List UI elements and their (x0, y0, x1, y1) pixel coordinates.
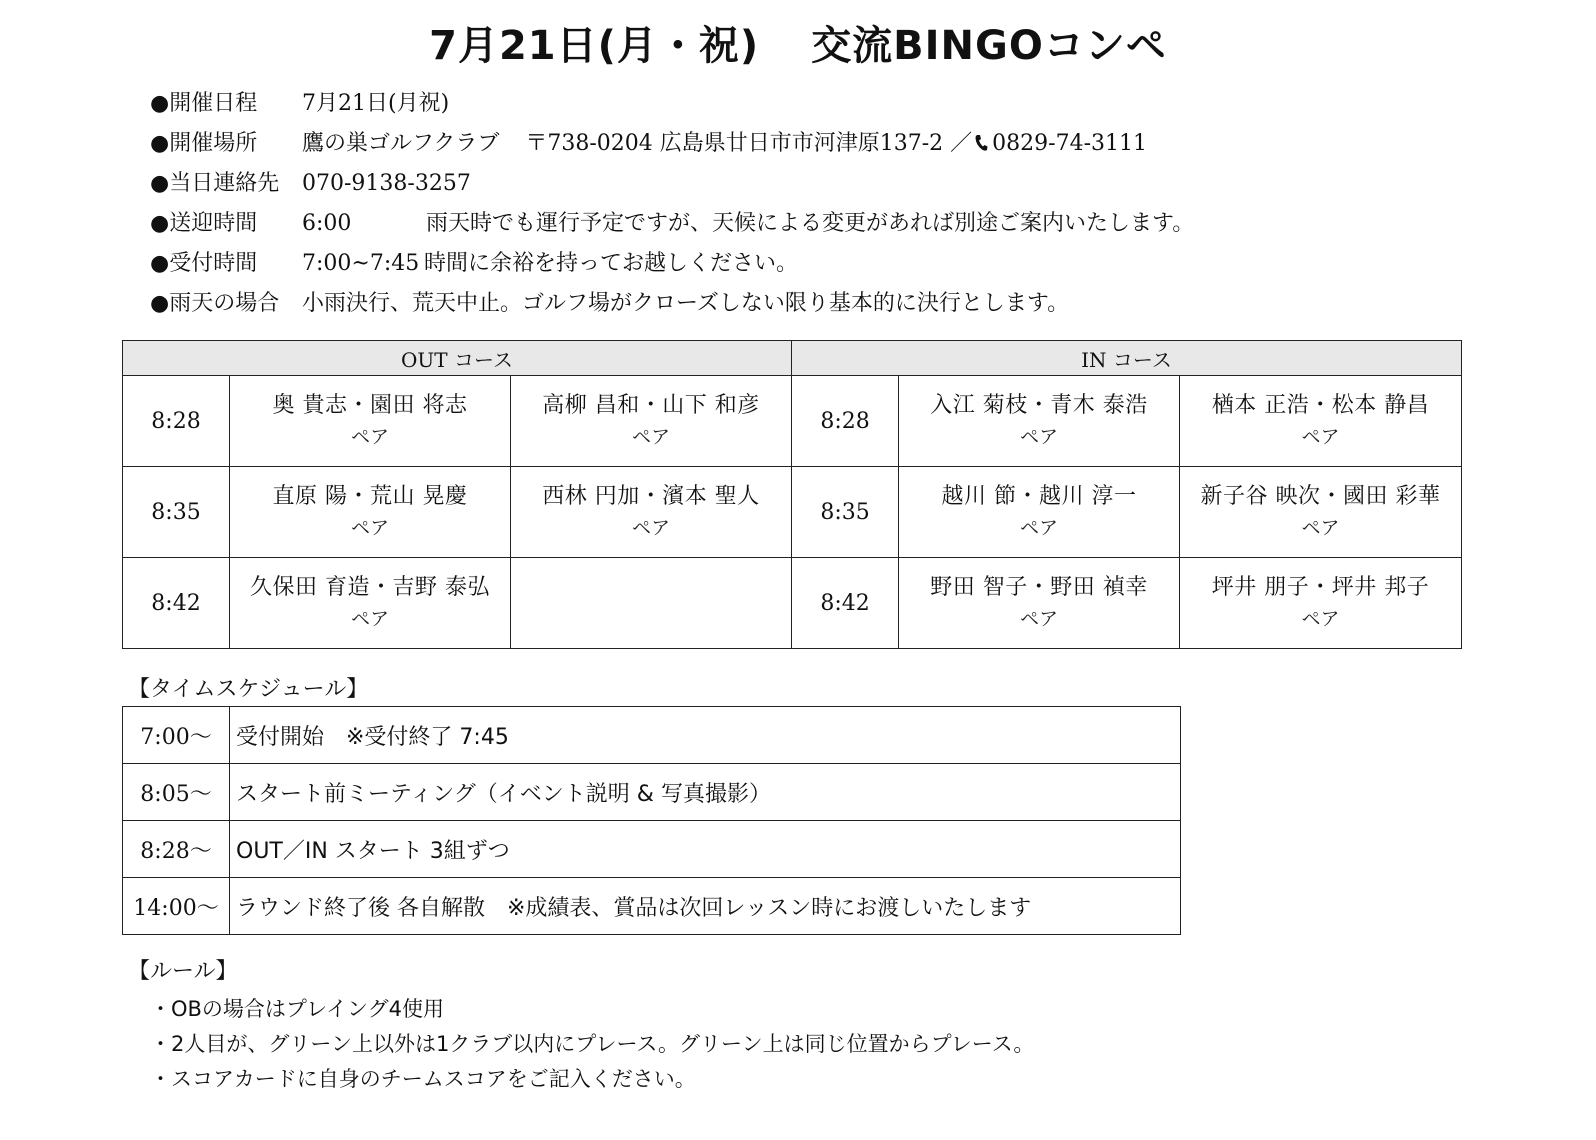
pair-suffix: ペア (350, 517, 389, 539)
in-pair-cell (1180, 376, 1462, 467)
schedule-desc: ラウンド終了後 各自解散 ※成績表、賞品は次回レッスン時にお渡しいたします (230, 878, 1181, 935)
out-pair-cell (511, 376, 792, 467)
pair-names: 久保田 育造・吉野 泰弘 (250, 575, 490, 600)
schedule-desc: OUT／IN スタート 3組ずつ (230, 821, 1181, 878)
pair-suffix: ペア (632, 517, 671, 539)
out-tee-time: 8:42 (123, 558, 230, 649)
info-shuttle-label: ●送迎時間 (150, 211, 258, 236)
info-contact-value: 070-9138-3257 (302, 171, 471, 196)
info-shuttle-note: 雨天時でも運行予定ですが、天候による変更があれば別途ご案内いたします。 (426, 211, 1195, 236)
venue-name: 鷹の巣ゴルフクラブ (302, 131, 500, 156)
pair-names: 入江 菊枝・青木 泰浩 (930, 393, 1148, 418)
info-reception-label: ●受付時間 (150, 251, 258, 276)
pair-suffix: ペア (1020, 517, 1059, 539)
pair-names: 野田 智子・野田 禎幸 (930, 575, 1148, 600)
pair-suffix: ペア (350, 608, 389, 630)
pair-suffix: ペア (632, 426, 671, 448)
title-date: 7月21日(月・祝) (429, 23, 760, 69)
course-row (123, 467, 1462, 558)
in-tee-time: 8:42 (792, 558, 899, 649)
in-pair-cell (1180, 467, 1462, 558)
course-row (123, 558, 1462, 649)
schedule-heading: 【タイムスケジュール】 (128, 677, 369, 702)
pair-names: 楢本 正浩・松本 静昌 (1211, 393, 1430, 418)
phone-icon (974, 134, 988, 152)
pair-suffix: ペア (1020, 608, 1059, 630)
pair-names: 高柳 昌和・山下 和彦 (542, 393, 760, 418)
title-event: 交流BINGOコンペ (811, 23, 1167, 69)
schedule-row (123, 878, 1181, 935)
info-shuttle-value: 6:00 (302, 211, 352, 236)
in-tee-time: 8:35 (792, 467, 899, 558)
pair-suffix: ペア (1020, 426, 1059, 448)
schedule-time: 8:05〜 (123, 764, 230, 821)
out-pair-cell (511, 467, 792, 558)
out-pair-cell (230, 376, 511, 467)
rule-item: ・スコアカードに自身のチームスコアをご記入ください。 (150, 1067, 696, 1091)
out-tee-time: 8:28 (123, 376, 230, 467)
info-date-label: ●開催日程 (150, 91, 258, 116)
schedule-time: 14:00〜 (123, 878, 230, 935)
pair-suffix: ペア (1301, 608, 1340, 630)
info-rain-value: 小雨決行、荒天中止。ゴルフ場がクローズしない限り基本的に決行とします。 (302, 291, 1070, 316)
in-course-header: IN コース (792, 341, 1462, 376)
pair-names: 新子谷 映次・國田 彩華 (1200, 484, 1441, 509)
info-reception-note: 時間に余裕を持ってお越しください。 (424, 251, 799, 276)
page-title (0, 14, 1596, 71)
schedule-desc: 受付開始 ※受付終了 7:45 (230, 707, 1181, 764)
pair-names: 坪井 朋子・坪井 邦子 (1211, 575, 1430, 600)
schedule-time: 8:28〜 (123, 821, 230, 878)
course-table (122, 340, 1462, 649)
pair-names: 直原 陽・荒山 晃慶 (272, 484, 468, 509)
schedule-desc: スタート前ミーティング（イベント説明 & 写真撮影） (230, 764, 1181, 821)
info-contact-label: ●当日連絡先 (150, 171, 280, 196)
out-pair-cell (230, 558, 511, 649)
info-rain-label: ●雨天の場合 (150, 291, 280, 316)
pair-suffix: ペア (1301, 426, 1340, 448)
in-pair-cell (899, 467, 1180, 558)
info-venue-value (302, 128, 1147, 160)
schedule-row (123, 707, 1181, 764)
course-header-row (123, 341, 1462, 376)
rules-list (150, 994, 1034, 1099)
schedule-row (123, 764, 1181, 821)
info-reception-value: 7:00~7:45 (302, 251, 420, 276)
venue-phone: 0829-74-3111 (992, 131, 1148, 156)
pair-suffix: ペア (350, 426, 389, 448)
course-row (123, 376, 1462, 467)
info-date-value: 7月21日(月祝) (302, 91, 450, 116)
pair-names: 西林 円加・濱本 聖人 (542, 484, 760, 509)
schedule-table (122, 706, 1181, 935)
pair-suffix: ペア (1301, 517, 1340, 539)
in-tee-time: 8:28 (792, 376, 899, 467)
out-pair-cell (230, 467, 511, 558)
rule-item: ・OBの場合はプレイング4使用 (150, 997, 444, 1021)
schedule-row (123, 821, 1181, 878)
rule-item: ・2人目が、グリーン上以外は1クラブ以内にプレース。グリーン上は同じ位置からプレース。 (150, 1032, 1035, 1056)
in-pair-cell (899, 376, 1180, 467)
empty-pair-cell (511, 558, 792, 649)
in-pair-cell (1180, 558, 1462, 649)
out-course-header: OUT コース (123, 341, 792, 376)
schedule-time: 7:00〜 (123, 707, 230, 764)
venue-address: 〒738-0204 広島県廿日市市河津原137-2 ／ (525, 131, 973, 156)
rules-heading: 【ルール】 (128, 959, 238, 984)
in-pair-cell (899, 558, 1180, 649)
out-tee-time: 8:35 (123, 467, 230, 558)
info-venue-label: ●開催場所 (150, 131, 258, 156)
pair-names: 越川 節・越川 淳一 (941, 484, 1137, 509)
pair-names: 奥 貴志・園田 将志 (272, 393, 468, 418)
